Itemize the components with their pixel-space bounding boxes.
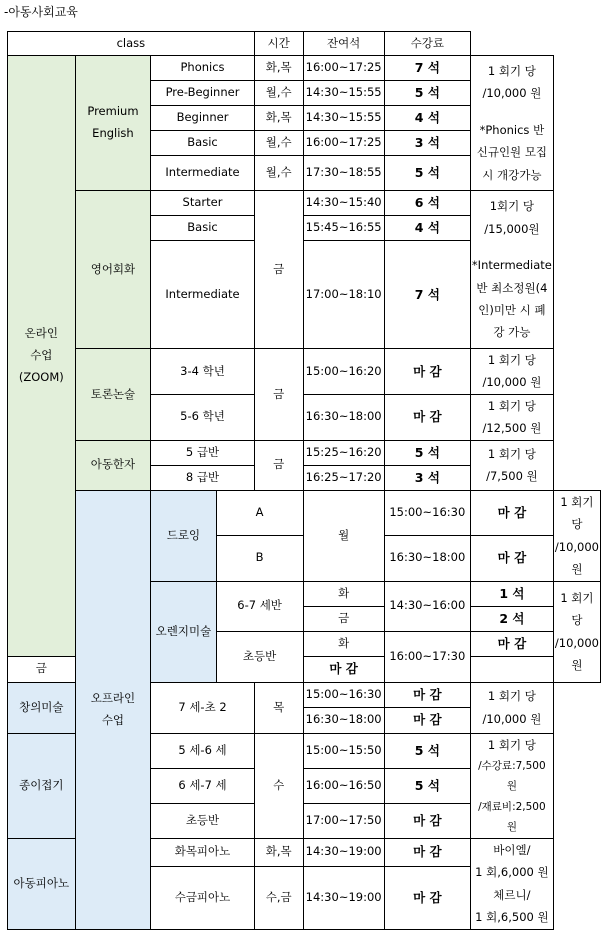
seats-cell: 5 석	[384, 156, 470, 191]
group-label: 수업	[101, 712, 125, 727]
time-cell: 14:30~15:55	[303, 81, 384, 106]
seats-cell: 2 석	[470, 606, 553, 631]
time-cell: 16:00~17:25	[303, 56, 384, 81]
fee-line: /10,000 원	[482, 711, 542, 726]
level-cell: Basic	[151, 216, 255, 241]
fee-cell	[470, 440, 553, 490]
time-cell: 16:00~17:25	[303, 131, 384, 156]
seats-cell: 3 석	[384, 465, 470, 490]
level-cell: Intermediate	[151, 241, 255, 349]
fee-cell	[470, 349, 553, 395]
days-cell: 금	[254, 191, 303, 349]
seats-cell: 마 감	[384, 838, 470, 866]
level-cell: 7 세-초 2	[151, 682, 255, 733]
seats-cell: 5 석	[384, 81, 470, 106]
seats-cell: 4 석	[384, 106, 470, 131]
fee-note: *Intermediate	[471, 258, 552, 273]
seats-cell: 마 감	[470, 536, 553, 581]
course-creative-art: 창의미술	[8, 682, 76, 733]
fee-line: 1 회기 당	[487, 63, 536, 78]
time-cell: 14:30~16:00	[384, 581, 470, 631]
fee-note: 신규인원 모집	[476, 145, 548, 160]
fee-line: 1 회기 당	[487, 353, 536, 367]
fee-line: 1 회기 당	[487, 689, 536, 704]
time-cell: 16:30~18:00	[303, 394, 384, 440]
group-label: 수업	[30, 347, 53, 362]
time-cell: 14:30~15:40	[303, 191, 384, 216]
seats-cell: 마 감	[384, 803, 470, 838]
online-group-cell	[8, 56, 76, 657]
days-cell: 금	[303, 606, 384, 631]
fee-line: 1 회,6,500 원	[475, 910, 549, 925]
seats-cell: 3 석	[384, 131, 470, 156]
seats-cell: 마 감	[384, 682, 470, 707]
course-drawing: 드로잉	[151, 490, 216, 581]
time-cell: 16:00~16:50	[303, 768, 384, 803]
days-cell: 화,목	[254, 838, 303, 866]
time-cell: 15:25~16:20	[303, 440, 384, 465]
level-cell: 6 세-7 세	[151, 768, 255, 803]
level-cell: Starter	[151, 191, 255, 216]
fee-note: 시 개강가능	[482, 167, 542, 182]
course-english-conversation: 영어회화	[75, 191, 151, 349]
level-cell: A	[216, 490, 303, 535]
time-cell: 14:30~15:55	[303, 106, 384, 131]
fee-cell	[470, 56, 553, 191]
seats-cell: 7 석	[384, 56, 470, 81]
fee-line: /12,500 원	[482, 421, 542, 436]
table-row	[8, 440, 601, 465]
days-cell: 월,수	[254, 131, 303, 156]
document-title: -아동사회교육	[4, 5, 78, 19]
schedule-table	[7, 31, 601, 930]
fee-note: 인)미만 시 폐	[478, 302, 546, 317]
fee-line: /10,000 원	[482, 375, 542, 390]
time-cell: 15:00~16:30	[303, 682, 384, 707]
course-piano: 아동피아노	[8, 838, 76, 929]
group-label: (ZOOM)	[18, 369, 64, 384]
days-cell: 금	[254, 349, 303, 441]
fee-line: 1 회,6,000 원	[475, 865, 549, 880]
group-label: 온라인	[24, 326, 58, 340]
fee-note: 강 가능	[493, 325, 531, 340]
fee-line: 1회기 당	[489, 199, 535, 214]
days-cell: 월	[303, 490, 384, 581]
seats-cell: 마 감	[384, 349, 470, 395]
level-cell: Basic	[151, 131, 255, 156]
course-name: English	[92, 126, 134, 140]
days-cell: 금	[8, 656, 76, 682]
level-cell: 8 급반	[151, 465, 255, 490]
days-cell: 수,금	[254, 866, 303, 929]
header-row	[8, 32, 601, 56]
days-cell: 금	[254, 440, 303, 490]
time-cell: 15:00~16:20	[303, 349, 384, 395]
days-cell: 화,목	[254, 56, 303, 81]
seats-cell: 마 감	[303, 656, 384, 682]
level-cell: 화목피아노	[151, 838, 255, 866]
days-cell: 월,수	[254, 156, 303, 191]
fee-line: /수강료:7,500 원	[478, 759, 546, 793]
header-fee: 수강료	[384, 32, 470, 56]
time-cell: 17:30~18:55	[303, 156, 384, 191]
time-cell: 16:25~17:20	[303, 465, 384, 490]
level-cell: Beginner	[151, 106, 255, 131]
fee-note: 반 최소정원(4	[476, 280, 548, 295]
table-row	[8, 56, 601, 81]
days-cell: 목	[254, 682, 303, 733]
time-cell: 17:00~18:10	[303, 241, 384, 349]
seats-cell: 마 감	[470, 631, 553, 656]
fee-note: *Phonics 반	[479, 122, 545, 137]
time-cell: 15:00~15:50	[303, 733, 384, 768]
days-cell: 화	[303, 581, 384, 606]
fee-cell	[470, 838, 553, 929]
fee-line: /10,000 원	[482, 86, 542, 101]
fee-line: 바이엘/	[493, 842, 531, 857]
group-label: 오프라인	[90, 690, 136, 705]
time-cell: 15:45~16:55	[303, 216, 384, 241]
level-cell: 5 급반	[151, 440, 255, 465]
course-hanja: 아동한자	[75, 440, 151, 490]
level-cell: B	[216, 536, 303, 581]
course-debate: 토론논술	[75, 349, 151, 441]
level-cell: 수금피아노	[151, 866, 255, 929]
seats-cell: 5 석	[384, 733, 470, 768]
time-cell: 16:30~18:00	[303, 707, 384, 733]
level-cell: 6-7 세반	[216, 581, 303, 631]
time-cell: 17:00~17:50	[303, 803, 384, 838]
level-cell: 5 세-6 세	[151, 733, 255, 768]
header-time: 시간	[254, 32, 303, 56]
level-cell: 3-4 학년	[151, 349, 255, 395]
seats-cell: 6 석	[384, 191, 470, 216]
seats-cell: 마 감	[384, 866, 470, 929]
fee-cell	[553, 581, 600, 682]
seats-cell: 마 감	[384, 394, 470, 440]
fee-cell	[470, 394, 553, 440]
fee-line: 1 회기 당	[560, 590, 594, 628]
fee-line: /10,000 원	[554, 635, 599, 672]
table-row	[8, 349, 601, 395]
level-cell: 5-6 학년	[151, 394, 255, 440]
level-cell: Intermediate	[151, 156, 255, 191]
table-row	[8, 191, 601, 216]
course-origami: 종이접기	[8, 733, 76, 838]
level-cell: Pre-Beginner	[151, 81, 255, 106]
time-cell: 15:00~16:30	[384, 490, 470, 535]
days-cell: 화,목	[254, 106, 303, 131]
level-cell: Phonics	[151, 56, 255, 81]
header-seats: 잔여석	[303, 32, 384, 56]
time-cell: 16:00~17:30	[384, 631, 470, 682]
fee-cell	[470, 682, 553, 733]
level-cell: 초등반	[216, 631, 303, 682]
fee-line: 1 회기 당	[487, 737, 536, 752]
table-row	[8, 490, 601, 535]
fee-cell	[553, 490, 600, 581]
fee-line: 1 회기 당	[560, 494, 594, 532]
fee-line: 1 회기 당	[487, 446, 536, 461]
fee-line: 체르니/	[493, 887, 531, 902]
fee-line: /10,000 원	[554, 539, 599, 577]
days-cell: 월,수	[254, 81, 303, 106]
offline-group-cell	[75, 490, 151, 929]
seats-cell: 7 석	[384, 241, 470, 349]
days-cell: 화	[303, 631, 384, 656]
course-name: Premium	[87, 104, 139, 119]
seats-cell: 5 석	[384, 768, 470, 803]
level-cell: 초등반	[151, 803, 255, 838]
time-cell: 14:30~19:00	[303, 866, 384, 929]
seats-cell: 1 석	[470, 581, 553, 606]
time-cell: 14:30~19:00	[303, 838, 384, 866]
fee-line: /재료비:2,500 원	[478, 800, 546, 834]
seats-cell: 마 감	[470, 490, 553, 535]
header-class: class	[8, 32, 255, 56]
fee-cell	[470, 191, 553, 349]
fee-line: 1 회기 당	[487, 398, 536, 413]
course-premium-english	[75, 56, 151, 191]
seats-cell: 마 감	[384, 707, 470, 733]
seats-cell: 5 석	[384, 440, 470, 465]
fee-line: /7,500 원	[486, 469, 538, 484]
seats-cell: 4 석	[384, 216, 470, 241]
fee-line: /15,000원	[484, 221, 540, 236]
time-cell: 16:30~18:00	[384, 536, 470, 581]
fee-cell	[470, 733, 553, 838]
course-orange-art: 오렌지미술	[151, 581, 216, 682]
days-cell: 수	[254, 733, 303, 838]
